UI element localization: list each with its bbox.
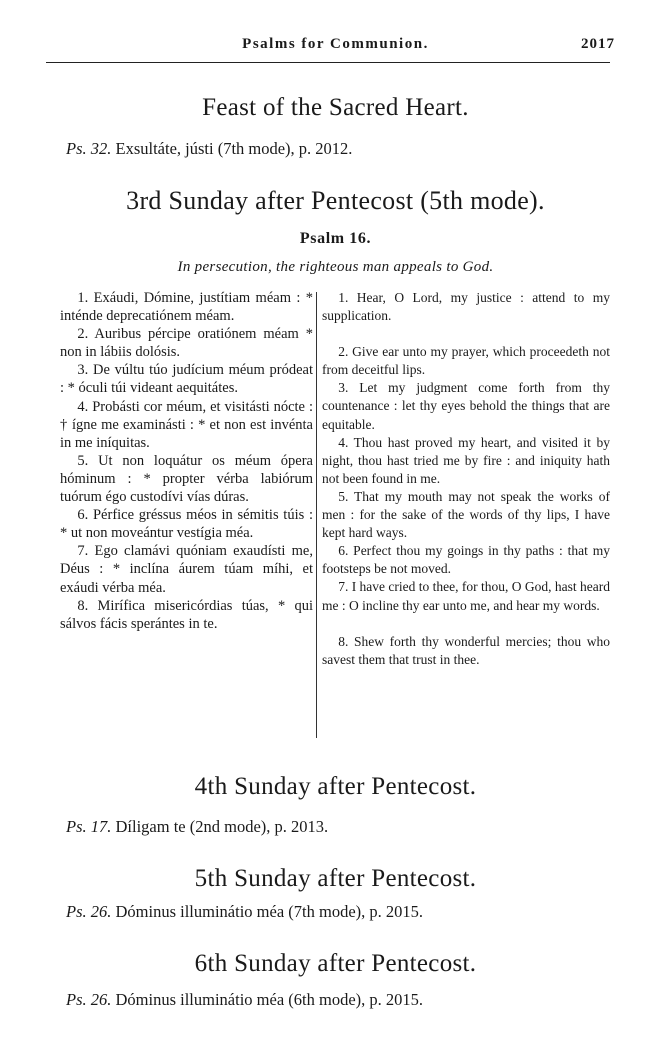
- psalm-number: Ps. 17.: [66, 817, 112, 836]
- latin-verse: 5. Ut non loquátur os méum ópera hóminum : * propter vérba labiórum tuórum égo custodívi vías dúras.: [60, 452, 313, 506]
- header-rule: [46, 62, 610, 63]
- english-verse: 5. That my mouth may not speak the works of men : for the sake of the words of thy lips, I have kept hard ways.: [322, 488, 610, 541]
- running-title: Psalms for Communion.: [242, 36, 429, 52]
- psalm-reference-sacred-heart: [66, 139, 352, 159]
- english-text-column: [322, 289, 610, 669]
- latin-verse: 4. Probásti cor méum, et visitásti nócte : † ígne me examinásti : * et non est invénta in me iníquitas.: [60, 398, 313, 451]
- section-heading-3rd-sunday: 3rd Sunday after Pentecost (5th mode).: [126, 186, 545, 215]
- english-verse: 8. Shew forth thy wonderful mercies; thou who savest them that trust in thee.: [322, 633, 610, 667]
- psalm-incipit: Dóminus illuminátio méa (7th mode), p. 2015.: [115, 902, 424, 921]
- column-divider: [316, 292, 317, 738]
- english-verse: 4. Thou hast proved my heart, and visited it by night, thou hast tried me by fire : and iniquity hath not been found in me.: [322, 434, 610, 486]
- latin-text-column: [60, 289, 313, 633]
- section-heading-sacred-heart: Feast of the Sacred Heart.: [202, 94, 469, 121]
- psalm-incipit: Exsultáte, jústi (7th mode), p. 2012.: [115, 139, 353, 158]
- english-verse: 7. I have cried to thee, for thou, O God, hast heard me : O incline thy ear unto me, and hear my words.: [322, 579, 610, 613]
- latin-verse: 7. Ego clamávi quóniam exaudísti me, Déus : * inclína áurem túam míhi, et exáudi vérba méa.: [60, 543, 313, 596]
- latin-verse: 2. Auribus pércipe oratiónem méam * non in lábiis dolósis.: [60, 326, 313, 361]
- psalm-incipit: Díligam te (2nd mode), p. 2013.: [115, 817, 329, 836]
- psalm-number: Ps. 26.: [66, 990, 112, 1009]
- psalm-number: Ps. 26.: [66, 902, 112, 921]
- latin-verse: 6. Pérfice gréssus méos in sémitis túis : * ut non moveántur vestígia méa.: [60, 507, 313, 542]
- psalm-number: Ps. 32.: [66, 139, 112, 158]
- english-verse: 2. Give ear unto my prayer, which proceedeth not from deceitful lips.: [322, 344, 610, 378]
- latin-verse: 3. De vúltu túo judícium méum pródeat : * óculi túi videant aequitátes.: [60, 362, 313, 397]
- psalm-title: Psalm 16.: [299, 230, 372, 247]
- section-heading-4th-sunday: 4th Sunday after Pentecost.: [194, 773, 477, 800]
- english-verse: 6. Perfect thou my goings in thy paths : that my footsteps be not moved.: [322, 543, 610, 577]
- psalm-reference-6th-sunday: [66, 990, 423, 1010]
- section-heading-6th-sunday: 6th Sunday after Pentecost.: [194, 950, 477, 977]
- psalm-reference-5th-sunday: [66, 902, 423, 922]
- english-verse: 3. Let my judgment come forth from thy countenance : let thy eyes behold the things that are equitable.: [322, 380, 610, 432]
- section-heading-5th-sunday: 5th Sunday after Pentecost.: [194, 865, 477, 892]
- latin-verse: 8. Mirífica misericórdias túas, * qui sálvos fácis sperántes in te.: [60, 597, 313, 632]
- latin-verse: 1. Exáudi, Dómine, justítiam méam : * inténde deprecatiónem méam.: [60, 290, 313, 325]
- psalm-incipit: Dóminus illuminátio méa (6th mode), p. 2015.: [115, 990, 424, 1009]
- psalm-subtitle: In persecution, the righteous man appeals to God.: [177, 259, 494, 275]
- page-number: 2017: [581, 36, 615, 52]
- psalm-reference-4th-sunday: [66, 817, 328, 837]
- english-verse: 1. Hear, O Lord, my justice : attend to my supplication.: [322, 290, 610, 324]
